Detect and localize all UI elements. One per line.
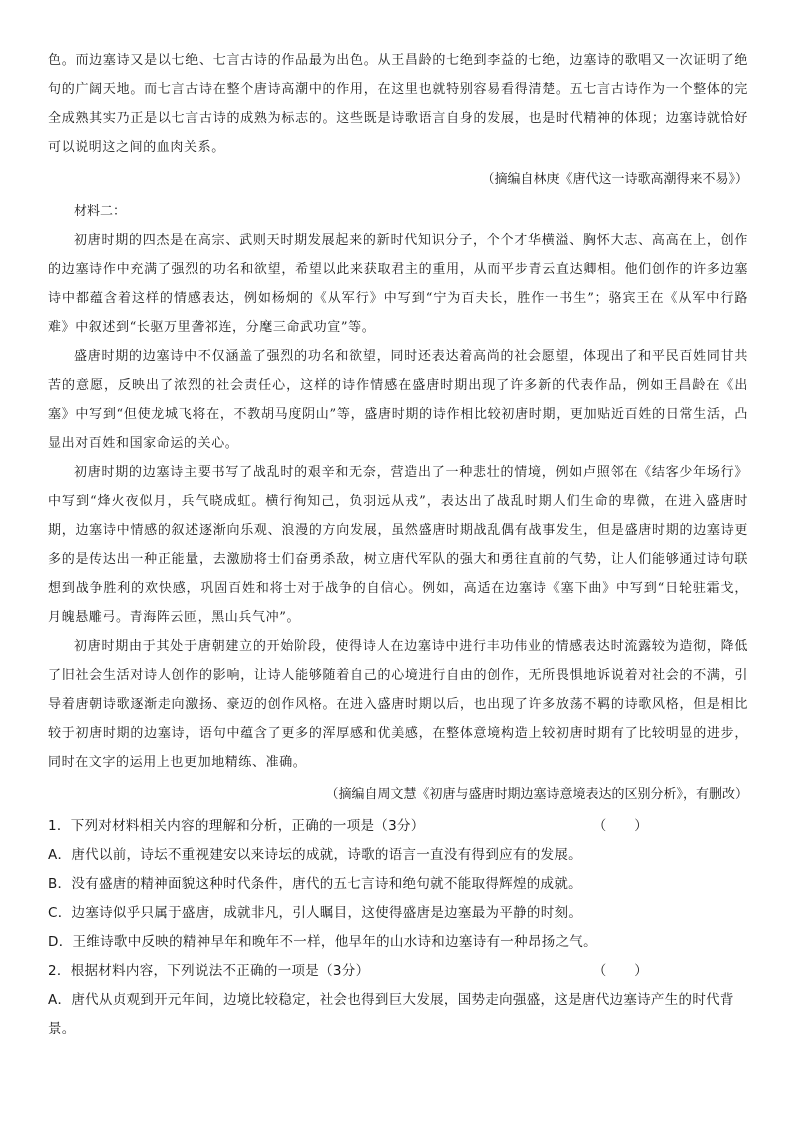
material2-label: 材料二： [74,204,127,219]
material2-paragraph-3: 初唐时期的边塞诗主要书写了战乱时的艰辛和无奈，营造出了一种悲壮的情境，例如卢照邻在《结客少年场行》中写到“烽火夜似月，兵气晓成虹。横行徇知己，负羽远从戎”，表达出了战乱时期人们生命的卑微，在进入盛唐时期，边塞诗中情感的叙述逐渐向乐观、浪漫的方向发展，虽然盛唐时期战乱偶有战事发生，但是盛唐时期的边塞诗更多的是传达出一种正能量，去激励将士们奋勇杀敌，树立唐代军队的强大和勇往直前的气势，让人们能够通过诗句联想到战争胜利的欢快感，巩固百姓和将士对于战争的自信心。例如，高适在边塞诗《塞下曲》中写到“日轮驻霜戈，月魄悬雕弓。青海阵云匝，黑山兵气冲”。 [48,465,748,625]
document-page [48,46,748,1044]
question-2-text: 2．根据材料内容，下列说法不正确的一项是（3分） [48,963,370,979]
source-citation-1: （摘编自林庚《唐代这一诗歌高潮得来不易》） [481,172,748,187]
question-1-option-b: B．没有盛唐的精神面貌这种时代条件，唐代的五七言诗和绝句就不能取得辉煌的成就。 [48,876,582,892]
question-1-option-c: C．边塞诗似乎只属于盛唐，成就非凡，引人瞩目，这使得盛唐是边塞最为平静的时刻。 [48,905,583,921]
question-2-stem [48,957,748,986]
question-2-answer-blank: （ ） [592,963,648,979]
material2-paragraph-1: 初唐时期的四杰是在高宗、武则天时期发展起来的新时代知识分子，个个才华横溢、胸怀大志、高高在上，创作的边塞诗作中充满了强烈的功名和欲望，希望以此来获取君主的重用，从而平步青云直达卿相。他们创作的许多边塞诗中都蕴含着这样的情感表达，例如杨炯的《从军行》中写到“宁为百夫长，胜作一书生”；骆宾王在《从军中行路难》中叙述到“长驱万里詟祁连，分麾三命武功宣”等。 [48,233,748,335]
question-1-answer-blank: （ ） [592,818,648,834]
question-1-option-a: A．唐代以前，诗坛不重视建安以来诗坛的成就，诗歌的语言一直没有得到应有的发展。 [48,847,582,863]
material2-paragraph-2: 盛唐时期的边塞诗中不仅涵盖了强烈的功名和欲望，同时还表达着高尚的社会愿望，体现出了和平民百姓同甘共苦的意愿，反映出了浓烈的社会责任心，这样的诗作情感在盛唐时期出现了许多新的代表作品，例如王昌龄在《出塞》中写到“但使龙城飞将在，不教胡马度阴山”等，盛唐时期的诗作相比较初唐时期，更加贴近百姓的日常生活，凸显出对百姓和国家命运的关心。 [48,349,748,451]
question-1-option-d: D．王维诗歌中反映的精神早年和晚年不一样，他早年的山水诗和边塞诗有一种昂扬之气。 [48,934,597,950]
question-1-text: 1．下列对材料相关内容的理解和分析，正确的一项是（3分） [48,818,425,834]
material1-tail-paragraph: 色。而边塞诗又是以七绝、七言古诗的作品最为出色。从王昌龄的七绝到李益的七绝，边塞诗的歌唱又一次证明了绝句的广阔天地。而七言古诗在整个唐诗高潮中的作用，在这里也就特别容易看得清楚。五七言古诗作为一个整体的完全成熟其实乃正是以七言古诗的成熟为标志的。这些既是诗歌语言自身的发展，也是时代精神的体现；边塞诗就恰好可以说明这之间的血肉关系。 [48,53,748,155]
material2-paragraph-4: 初唐时期由于其处于唐朝建立的开始阶段，使得诗人在边塞诗中进行丰功伟业的情感表达时流露较为造彻，降低了旧社会生活对诗人创作的影响，让诗人能够随着自己的心境进行自由的创作，无所畏惧地诉说着对社会的不满，引导着唐朝诗歌逐渐走向激扬、豪迈的创作风格。在进入盛唐时期以后，也出现了许多放荡不羁的诗歌风格，但是相比较于初唐时期的边塞诗，语句中蕴含了更多的浑厚感和优美感，在整体意境构造上较初唐时期有了比较明显的进步，同时在文字的运用上也更加地精练、准确。 [48,639,748,770]
question-2-option-a: A．唐代从贞观到开元年间，边境比较稳定，社会也得到巨大发展，国势走向强盛，这是唐代边塞诗产生的时代背景。 [48,992,734,1037]
question-1-stem [48,812,748,841]
source-citation-2: （摘编自周文慧《初唐与盛唐时期边塞诗意境表达的区别分析》，有删改） [325,787,748,802]
